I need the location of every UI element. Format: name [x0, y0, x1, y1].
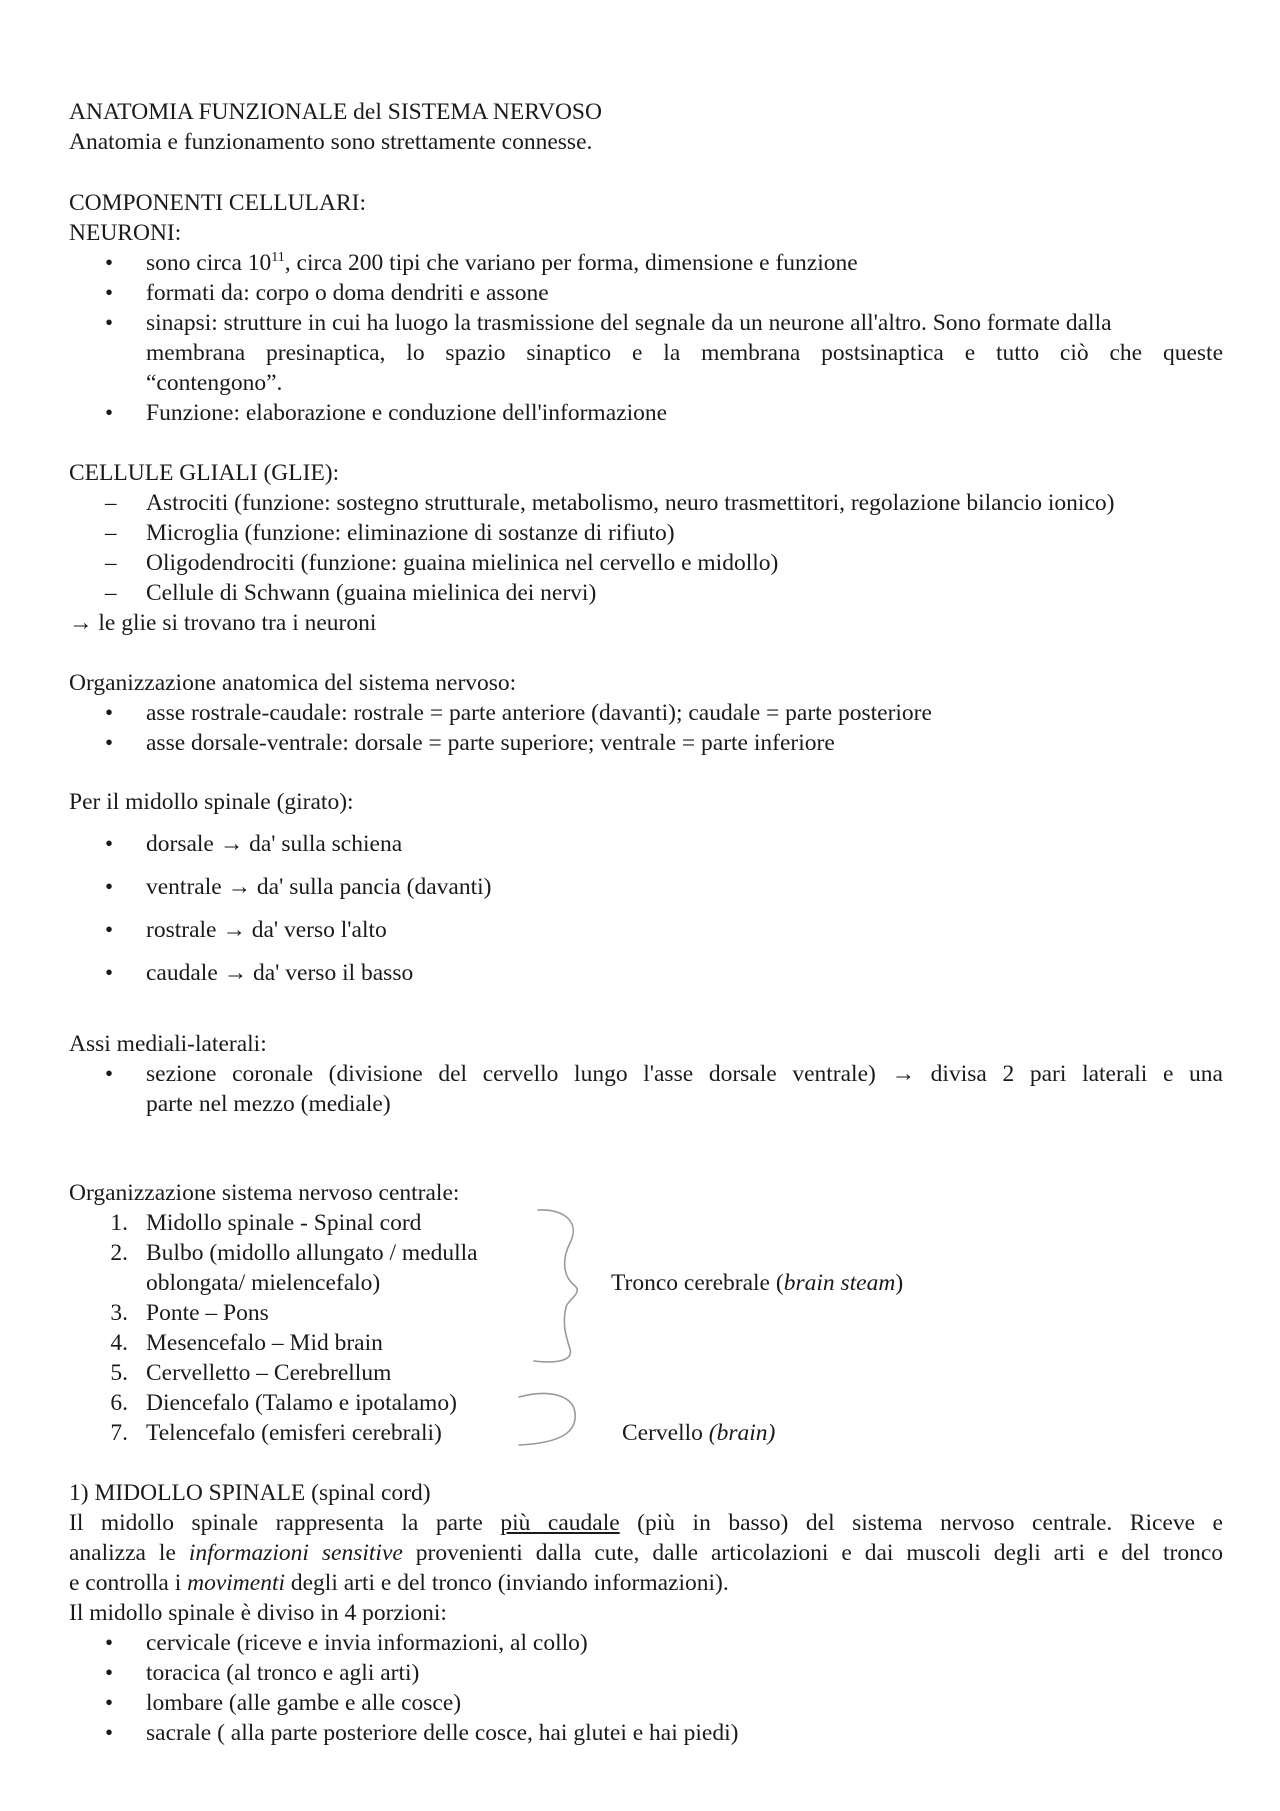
organizzazione-heading: Organizzazione anatomica del sistema nervoso: — [69, 670, 517, 696]
glie-item: Microglia (funzione: eliminazione di sostanze di rifiuto) — [146, 520, 675, 546]
assi-item: sezione coronale (divisione del cervello lungo l'asse dorsale ventrale) → divisa 2 pari laterali e una — [146, 1061, 1223, 1087]
snc-item: Telencefalo (emisferi cerebrali) — [146, 1420, 442, 1446]
midollo-paragraph: e controlla i movimenti degli arti e del tronco (inviando informazioni). — [69, 1570, 729, 1596]
midollo-paragraph: Il midollo spinale rappresenta la parte più caudale (più in basso) del sistema nervoso centrale. Riceve e — [69, 1510, 1223, 1536]
bullet-dot: • — [105, 960, 114, 985]
midollo-paragraph: analizza le informazioni sensitive provenienti dalla cute, dalle articolazioni e dai muscoli degli arti e del tronco — [69, 1540, 1224, 1566]
glie-item: Cellule di Schwann (guaina mielinica dei nervi) — [146, 580, 597, 606]
midollo-girato-item: dorsale → da' sulla schiena — [146, 831, 403, 857]
dash-marker: – — [105, 580, 117, 605]
list-number: 2. — [110, 1240, 128, 1266]
cervello-label: Cervello (brain) — [622, 1420, 776, 1446]
glie-item: Oligodendrociti (funzione: guaina mielinica nel cervello e midollo) — [146, 550, 779, 576]
porzione-item: sacrale ( alla parte posteriore delle cosce, hai glutei e hai piedi) — [146, 1720, 739, 1746]
dash-marker: – — [105, 520, 117, 545]
midollo-girato-item: rostrale → da' verso l'alto — [146, 917, 387, 943]
porzioni-heading: Il midollo spinale è diviso in 4 porzioni: — [69, 1600, 447, 1626]
snc-item: Midollo spinale - Spinal cord — [146, 1210, 422, 1236]
neuroni-item: Funzione: elaborazione e conduzione dell'informazione — [146, 400, 668, 426]
midollo-girato-heading: Per il midollo spinale (girato): — [69, 789, 354, 815]
brace-icon — [515, 1389, 585, 1449]
intro-text: Anatomia e funzionamento sono strettamente connesse. — [69, 129, 593, 155]
bullet-dot: • — [105, 730, 114, 755]
list-number: 5. — [110, 1360, 128, 1386]
bullet-dot: • — [105, 1660, 114, 1685]
neuroni-item: sinapsi: strutture in cui ha luogo la trasmissione del segnale da un neurone all'altro. Sono formate dalla — [146, 310, 1112, 336]
midollo-girato-item: ventrale → da' sulla pancia (davanti) — [146, 874, 492, 900]
bullet-dot: • — [105, 250, 114, 275]
componenti-heading: COMPONENTI CELLULARI: — [69, 190, 366, 216]
list-number: 3. — [110, 1300, 128, 1326]
glie-item: Astrociti (funzione: sostegno strutturale, metabolismo, neuro trasmettitori, regolazione bilancio ionico) — [146, 490, 1115, 516]
organizzazione-item: asse rostrale-caudale: rostrale = parte anteriore (davanti); caudale = parte posteriore — [146, 700, 932, 726]
snc-item-cont: oblongata/ mielencefalo) — [146, 1270, 381, 1296]
list-number: 4. — [110, 1330, 128, 1356]
porzione-item: lombare (alle gambe e alle cosce) — [146, 1690, 462, 1716]
assi-item-cont: parte nel mezzo (mediale) — [146, 1091, 391, 1117]
bullet-dot: • — [105, 1630, 114, 1655]
bullet-dot: • — [105, 917, 114, 942]
bullet-dot: • — [105, 1720, 114, 1745]
bullet-dot: • — [105, 1690, 114, 1715]
bullet-dot: • — [105, 310, 114, 335]
list-number: 7. — [110, 1420, 128, 1446]
neuroni-item: sono circa $10^{11}$, circa 200 tipi che variano per forma, dimensione e funzione — [146, 250, 858, 276]
neuroni-item-cont: “contengono”. — [146, 370, 283, 396]
neuroni-item: formati da: corpo o doma dendriti e assone — [146, 280, 549, 306]
glie-note: → le glie si trovano tra i neuroni — [69, 610, 377, 636]
bullet-dot: • — [105, 280, 114, 305]
bullet-dot: • — [105, 831, 114, 856]
organizzazione-item: asse dorsale-ventrale: dorsale = parte superiore; ventrale = parte inferiore — [146, 730, 835, 756]
dash-marker: – — [105, 550, 117, 575]
snc-item: Ponte – Pons — [146, 1300, 269, 1326]
brace-icon — [528, 1207, 588, 1367]
neuroni-heading: NEURONI: — [69, 220, 182, 246]
snc-item: Mesencefalo – Mid brain — [146, 1330, 383, 1356]
midollo-girato-item: caudale → da' verso il basso — [146, 960, 414, 986]
assi-heading: Assi mediali-laterali: — [69, 1031, 267, 1057]
midollo-heading: 1) MIDOLLO SPINALE (spinal cord) — [69, 1480, 431, 1506]
page-title: ANATOMIA FUNZIONALE del SISTEMA NERVOSO — [69, 99, 602, 125]
dash-marker: – — [105, 490, 117, 515]
porzione-item: toracica (al tronco e agli arti) — [146, 1660, 420, 1686]
glie-heading: CELLULE GLIALI (GLIE): — [69, 460, 340, 486]
bullet-dot: • — [105, 874, 114, 899]
tronco-cerebrale-label: Tronco cerebrale (brain steam) — [611, 1270, 904, 1296]
neuroni-item-cont: membrana presinaptica, lo spazio sinaptico e la membrana postsinaptica e tutto ciò che queste — [146, 340, 1223, 366]
snc-item: Diencefalo (Talamo e ipotalamo) — [146, 1390, 457, 1416]
bullet-dot: • — [105, 400, 114, 425]
list-number: 6. — [110, 1390, 128, 1416]
porzione-item: cervicale (riceve e invia informazioni, al collo) — [146, 1630, 588, 1656]
list-number: 1. — [110, 1210, 128, 1236]
snc-heading: Organizzazione sistema nervoso centrale: — [69, 1180, 460, 1206]
snc-item: Cervelletto – Cerebrellum — [146, 1360, 392, 1386]
snc-item: Bulbo (midollo allungato / medulla — [146, 1240, 478, 1266]
bullet-dot: • — [105, 700, 114, 725]
bullet-dot: • — [105, 1061, 114, 1086]
